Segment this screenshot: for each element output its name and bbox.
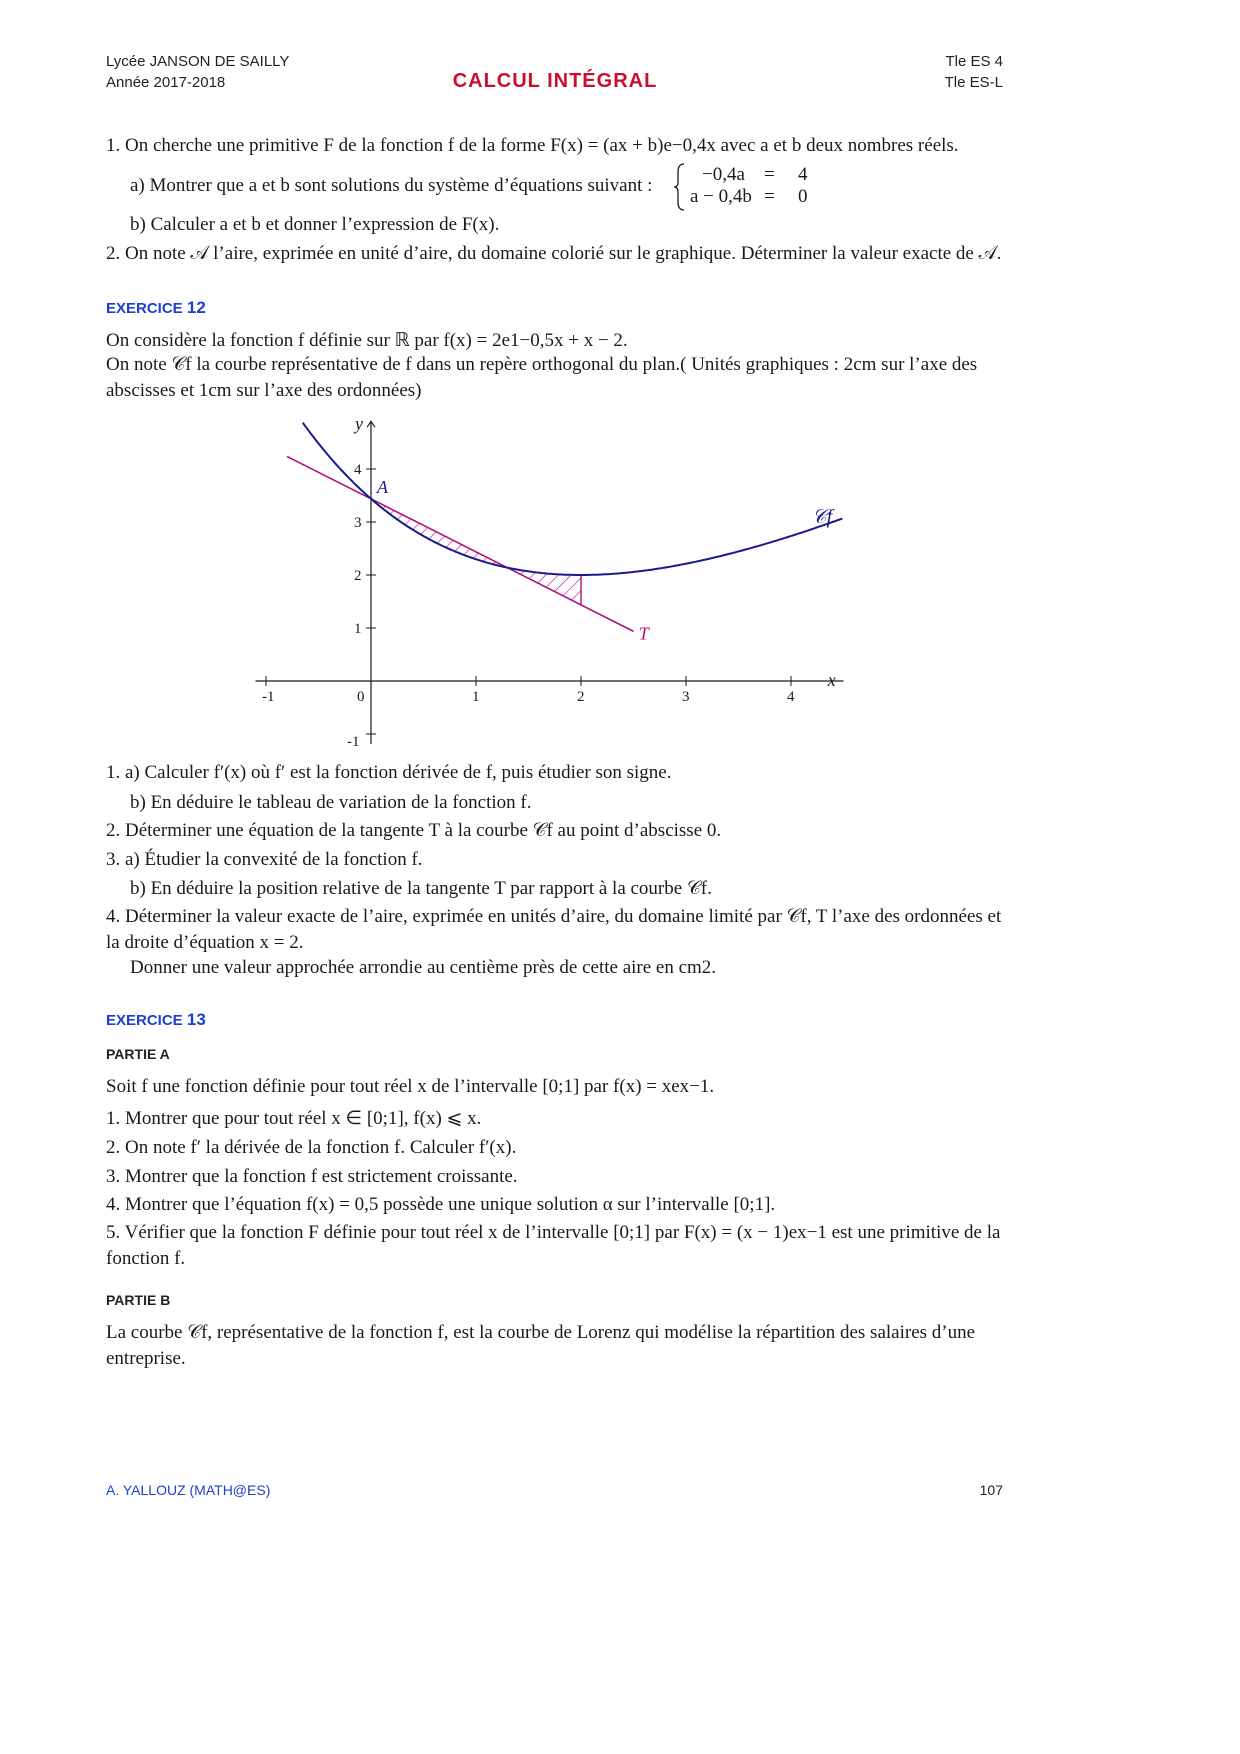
- footer-author: A. YALLOUZ (MATH@ES): [106, 1482, 271, 1498]
- sys-row2-eq: =: [764, 186, 775, 207]
- curve-cf-label: 𝒞f: [812, 506, 833, 529]
- ex12-q1b: b) En déduire le tableau de variation de la fonction f.: [130, 792, 532, 813]
- tangent-line-T: [287, 456, 634, 631]
- sys-row1-eq: =: [764, 164, 775, 185]
- class-label-2: Tle ES-L: [944, 74, 1003, 91]
- ex13-qa5: 5. Vérifier que la fonction F définie pour tout réel x de l’intervalle [0;1] par F(x) = (x − 1)ex−1 est une primitive de la fonction f.: [106, 1222, 1001, 1269]
- equation-system: [672, 162, 812, 212]
- x-tick-label: 1: [472, 689, 480, 705]
- sys-row2-rhs: 0: [798, 186, 808, 207]
- x-tick-label: 4: [787, 689, 795, 705]
- partie-b-heading: PARTIE B: [106, 1292, 171, 1308]
- ex12-q3a: 3. a) Étudier la convexité de la fonction f.: [106, 849, 423, 870]
- point-a-label: A: [377, 476, 388, 497]
- prev-q1a: a) Montrer que a et b sont solutions du système d’équations suivant :: [130, 175, 653, 196]
- ex13-qa2: 2. On note f′ la dérivée de la fonction f. Calculer f′(x).: [106, 1137, 517, 1158]
- curve-cf: [303, 423, 843, 575]
- exercise-13-heading: [106, 1010, 206, 1030]
- y-tick-label: 1: [354, 621, 362, 637]
- exercise-13-number: 13: [186, 1010, 206, 1029]
- prev-q2: 2. On note 𝒜 l’aire, exprimée en unité d’aire, du domaine colorié sur le graphique. Déterminer la valeur exacte de 𝒜.: [106, 243, 1002, 264]
- class-label-1: Tle ES 4: [945, 53, 1003, 70]
- x-axis-label: x: [827, 670, 836, 690]
- partie-a-heading: PARTIE A: [106, 1046, 170, 1062]
- school-year: Année 2017-2018: [106, 74, 226, 91]
- ex13-intro-a: Soit f une fonction définie pour tout réel x de l’intervalle [0;1] par f(x) = xex−1.: [106, 1076, 715, 1097]
- ex12-q3b: b) En déduire la position relative de la tangente T par rapport à la courbe 𝒞f.: [130, 878, 712, 899]
- y-tick-label: -1: [347, 734, 360, 747]
- function-graph: [250, 412, 870, 747]
- ex12-q4-approx: Donner une valeur approchée arrondie au centième près de cette aire en cm2.: [130, 957, 717, 978]
- prev-q1b: b) Calculer a et b et donner l’expression de F(x).: [130, 214, 500, 235]
- x-tick-label: 3: [682, 689, 690, 705]
- ex12-q4: 4. Déterminer la valeur exacte de l’aire, exprimée en unités d’aire, du domaine limité par 𝒞f, T l’axe des ordonnées et la droite d’équation x = 2.: [106, 906, 1002, 953]
- y-tick-label: 2: [354, 568, 362, 584]
- ex12-intro-2: On note 𝒞f la courbe représentative de f dans un repère orthogonal du plan.( Unités graphiques : 2cm sur l’axe des abscisses et 1cm sur l’axe des ordonnées): [106, 354, 978, 401]
- brace-icon: [672, 162, 688, 212]
- school-name: Lycée JANSON DE SAILLY: [106, 53, 290, 70]
- ex12-q2: 2. Déterminer une équation de la tangente T à la courbe 𝒞f au point d’abscisse 0.: [106, 820, 722, 841]
- prev-q1: 1. On cherche une primitive F de la fonction f de la forme F(x) = (ax + b)e−0,4x avec a et b deux nombres réels.: [106, 135, 959, 156]
- ex12-q1a: 1. a) Calculer f′(x) où f′ est la fonction dérivée de f, puis étudier son signe.: [106, 762, 672, 783]
- y-axis-label: y: [355, 413, 363, 434]
- sys-row1-rhs: 4: [798, 164, 808, 185]
- x-tick-label: 2: [577, 689, 585, 705]
- y-tick-label: 4: [354, 462, 362, 478]
- ex13-qa4: 4. Montrer que l’équation f(x) = 0,5 possède une unique solution α sur l’intervalle [0;1].: [106, 1194, 776, 1215]
- ex13-qa3: 3. Montrer que la fonction f est strictement croissante.: [106, 1166, 518, 1187]
- footer-page-number: 107: [979, 1482, 1003, 1498]
- ex13-qa1: 1. Montrer que pour tout réel x ∈ [0;1], f(x) ⩽ x.: [106, 1108, 482, 1129]
- tangent-t-label: T: [638, 623, 649, 644]
- y-tick-label: 3: [354, 515, 362, 531]
- exercise-12-heading: [106, 298, 206, 318]
- exercise-13-word: EXERCICE: [106, 1012, 183, 1029]
- ex13-intro-b: La courbe 𝒞f, représentative de la fonction f, est la courbe de Lorenz qui modélise la répartition des salaires d’une entreprise.: [106, 1322, 976, 1369]
- x-tick-label: 0: [357, 689, 365, 705]
- sys-row2-lhs: a − 0,4b: [690, 186, 752, 207]
- exercise-12-word: EXERCICE: [106, 300, 183, 317]
- ex12-intro-1: On considère la fonction f définie sur ℝ par f(x) = 2e1−0,5x + x − 2.: [106, 330, 628, 351]
- x-tick-label: -1: [262, 689, 275, 705]
- exercise-12-number: 12: [186, 298, 206, 317]
- sys-row1-lhs: −0,4a: [702, 164, 745, 185]
- page-title: CALCUL INTÉGRAL: [452, 70, 658, 92]
